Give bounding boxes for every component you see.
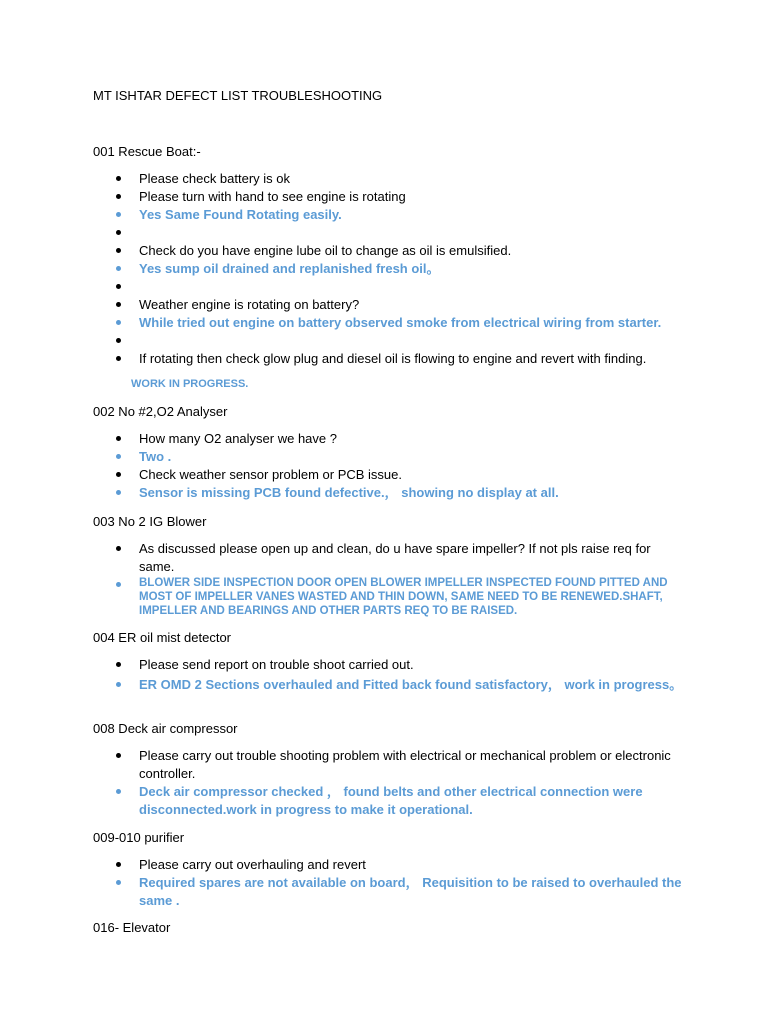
list-item: Please turn with hand to see engine is rotating bbox=[139, 188, 684, 206]
list-item: If rotating then check glow plug and diesel oil is flowing to engine and revert with finding. bbox=[139, 350, 684, 368]
response-item: While tried out engine on battery observed smoke from electrical wiring from starter. bbox=[139, 314, 684, 332]
list-item: How many O2 analyser we have ? bbox=[139, 430, 684, 448]
response-item: BLOWER SIDE INSPECTION DOOR OPEN BLOWER IMPELLER INSPECTED FOUND PITTED AND MOST OF IMPELLER VANES WASTED AND THIN DOWN, SAME NEED TO BE RENEWED.SHAFT, IMPELLER AND BEARINGS AND OTHER PARTS REQ TO BE RAISED. bbox=[139, 576, 684, 618]
section-list-oil-mist-detector bbox=[139, 656, 684, 694]
section-heading-purifier: 009-010 purifier bbox=[93, 830, 185, 845]
response-item: Sensor is missing PCB found defective.， showing no display at all. bbox=[139, 484, 684, 502]
list-item: Please carry out trouble shooting problem with electrical or mechanical problem or electronic controller. bbox=[139, 747, 684, 783]
list-item: As discussed please open up and clean, do u have spare impeller? If not pls raise req for same. bbox=[139, 540, 684, 576]
empty-list-item bbox=[139, 224, 684, 242]
list-item: Please check battery is ok bbox=[139, 170, 684, 188]
list-item: Please send report on trouble shoot carried out. bbox=[139, 656, 684, 674]
list-item: Please carry out overhauling and revert bbox=[139, 856, 684, 874]
section-heading-oil-mist-detector: 004 ER oil mist detector bbox=[93, 630, 232, 645]
section-heading-deck-air-compressor: 008 Deck air compressor bbox=[93, 721, 238, 736]
section-list-ig-blower bbox=[139, 540, 684, 618]
section-list-o2-analyser bbox=[139, 430, 684, 502]
section-list-deck-air-compressor bbox=[139, 747, 684, 819]
response-item: Yes sump oil drained and replanished fresh oil。 bbox=[139, 260, 684, 278]
list-item: Weather engine is rotating on battery? bbox=[139, 296, 684, 314]
section-heading-elevator: 016- Elevator bbox=[93, 920, 171, 935]
response-item: Deck air compressor checked ， found belts and other electrical connection were disconnected.work in progress to make it operational. bbox=[139, 783, 684, 819]
response-item: Yes Same Found Rotating easily. bbox=[139, 206, 684, 224]
response-item: ER OMD 2 Sections overhauled and Fitted back found satisfactory， work in progress。 bbox=[139, 677, 683, 692]
section-list-rescue-boat bbox=[139, 170, 684, 368]
list-item: Check do you have engine lube oil to change as oil is emulsified. bbox=[139, 242, 684, 260]
list-item: Check weather sensor problem or PCB issue. bbox=[139, 466, 684, 484]
response-item: Two . bbox=[139, 448, 684, 466]
section-heading-ig-blower: 003 No 2 IG Blower bbox=[93, 514, 207, 529]
section-list-purifier bbox=[139, 856, 684, 910]
work-in-progress-note: WORK IN PROGRESS. bbox=[131, 378, 249, 390]
document-title: MT ISHTAR DEFECT LIST TROUBLESHOOTING bbox=[93, 88, 383, 103]
section-heading-rescue-boat: 001 Rescue Boat:- bbox=[93, 144, 201, 159]
empty-list-item bbox=[139, 332, 684, 350]
empty-list-item bbox=[139, 278, 684, 296]
section-heading-o2-analyser: 002 No #2,O2 Analyser bbox=[93, 404, 228, 419]
response-item: Required spares are not available on board， Requisition to be raised to overhauled the same . bbox=[139, 874, 684, 910]
